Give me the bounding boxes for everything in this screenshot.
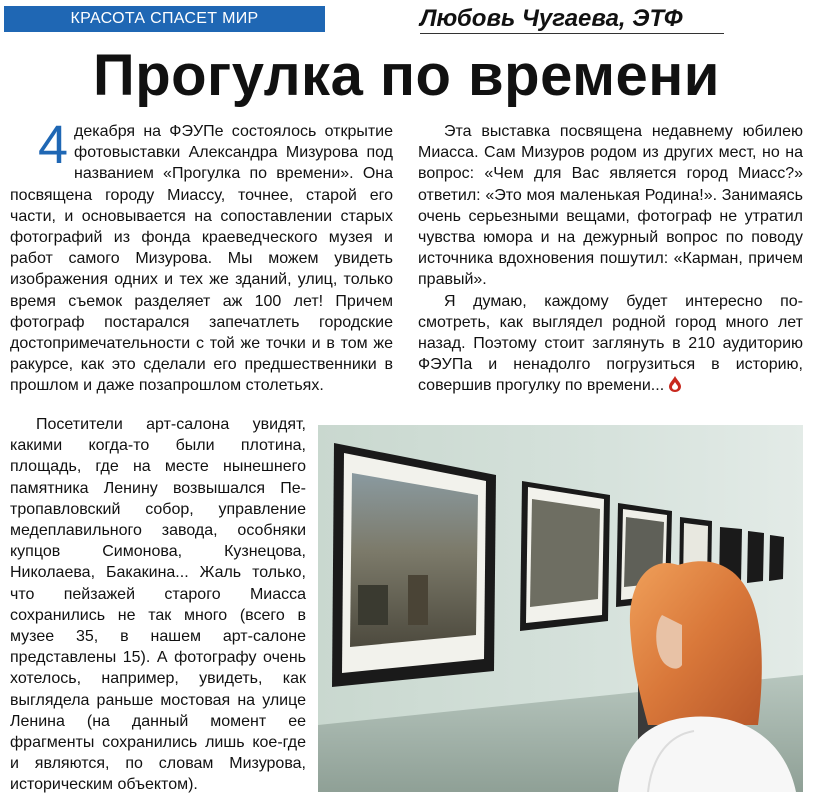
- section-rubric: КРАСОТА СПАСЕТ МИР: [4, 6, 325, 32]
- paragraph-4-text: Я думаю, каждому будет интересно посмотреть, как выглядел родной город много лет назад. Поэтому стоит заглянуть в 210 аудиторию ФЭУПа и ненадолго погрузиться в историю, совершив прогулку по времени...: [418, 292, 803, 395]
- drop-cap: 4: [38, 115, 69, 175]
- paragraph-2: Посетители арт-салона увидят, какими когда-то были плотина, площадь, где на месте нынешнего памятника Ленину возвышался Петропавловский собор, управление медеплавильного завода, особняки купцов Симонова, Кузнецова, Николаева, Бакакина... Жаль только, что пейзажей старого Миасса сохранились не так много (всего в музее 35, в нашем арт-салоне представлены 15). А фотографу очень хотелось, например, увидеть, как выглядела раньше мостовая на улице Ленина (на данный момент ее фрагменты сохранились лишь кое-где и являются, по словам Мизурова, историческим объектом).: [10, 416, 306, 794]
- author-underline: [420, 33, 724, 34]
- author-byline: Любовь Чугаева, ЭТФ: [420, 5, 683, 32]
- article-column-right: [418, 121, 803, 397]
- article-column-left-bottom: [10, 414, 306, 796]
- paragraph-3: Эта выставка посвящена недавнему юбилею Миасса. Сам Мизуров родом из других мест, но на вопрос: «Чем для Вас является город Миасс?» ответил: «Это моя маленькая Родина!». Занимаясь очень серьезными вещами, фотограф не утратил чувства юмора и на дежурный вопрос по поводу источника вдохновения пошутил: «Карман, причем правый».: [418, 123, 803, 289]
- paragraph-4: [418, 291, 803, 397]
- end-of-article-icon: [668, 376, 682, 392]
- exhibition-photo: [318, 425, 803, 792]
- paragraph-1: декабря на ФЭУПе состоялось открытие фотовыставки Александра Мизурова под названием «Прогулка по времени». Она посвящена городу Миассу, точнее, старой его части, и основывается на сопоставлении старых фотографий из фонда краеведческого музея и работ самого Мизурова. Мы можем увидеть изображения одних и тех же зданий, улиц, только время съемок разделяет аж 100 лет! Причем фотограф постарался запечатлеть городские достопримечательности с той же точки и в том же ракурсе, как это сделали его предшественники в прошлом и даже позапрошлом столетьях.: [10, 123, 393, 395]
- article-title: Прогулка по времени: [93, 43, 720, 108]
- article-column-left-top: [10, 115, 393, 397]
